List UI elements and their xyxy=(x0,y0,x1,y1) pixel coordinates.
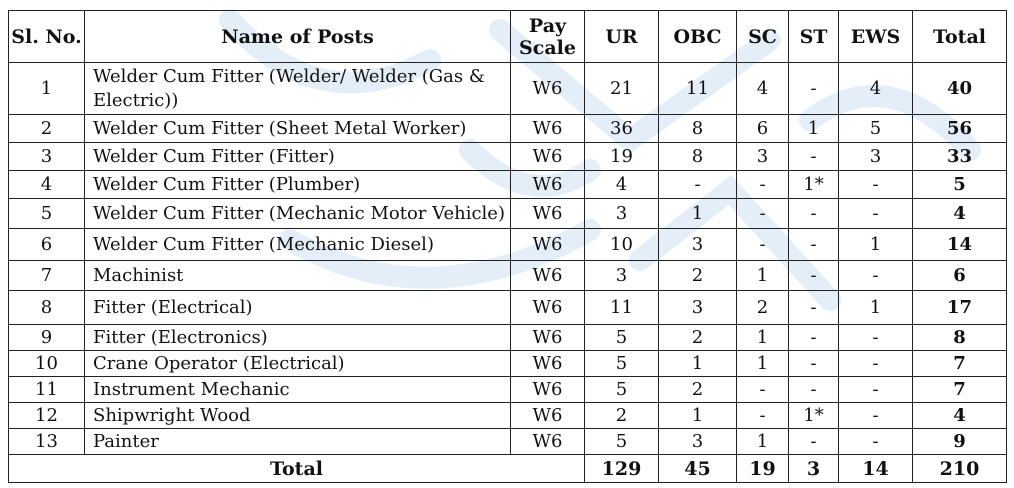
cell-name: Fitter (Electrical) xyxy=(85,291,511,325)
cell-sc: - xyxy=(737,199,789,229)
vacancy-table xyxy=(8,10,1007,483)
cell-obc: 8 xyxy=(659,115,737,143)
header-pay-scale: Pay Scale xyxy=(511,11,585,63)
cell-obc: 2 xyxy=(659,325,737,351)
cell-total: 8 xyxy=(913,325,1007,351)
cell-name: Welder Cum Fitter (Mechanic Motor Vehicle) xyxy=(85,199,511,229)
cell-st: - xyxy=(789,351,839,377)
cell-st: - xyxy=(789,261,839,291)
cell-pay: W6 xyxy=(511,143,585,171)
header-row xyxy=(9,11,1007,63)
cell-ur: 36 xyxy=(585,115,659,143)
cell-name: Welder Cum Fitter (Sheet Metal Worker) xyxy=(85,115,511,143)
cell-ur: 5 xyxy=(585,377,659,403)
cell-name: Welder Cum Fitter (Welder/ Welder (Gas & Electric)) xyxy=(85,63,511,115)
cell-pay: W6 xyxy=(511,351,585,377)
cell-obc: 2 xyxy=(659,261,737,291)
cell-obc: 3 xyxy=(659,291,737,325)
cell-pay: W6 xyxy=(511,429,585,455)
cell-sl: 2 xyxy=(9,115,85,143)
cell-total: 14 xyxy=(913,229,1007,261)
cell-total: 33 xyxy=(913,143,1007,171)
table-row xyxy=(9,171,1007,199)
cell-name: Welder Cum Fitter (Plumber) xyxy=(85,171,511,199)
total-sc: 19 xyxy=(737,455,789,483)
cell-sc: - xyxy=(737,403,789,429)
cell-obc: 3 xyxy=(659,429,737,455)
cell-st: - xyxy=(789,325,839,351)
cell-pay: W6 xyxy=(511,261,585,291)
cell-pay: W6 xyxy=(511,199,585,229)
cell-ews: 4 xyxy=(839,63,913,115)
header-total: Total xyxy=(913,11,1007,63)
cell-total: 40 xyxy=(913,63,1007,115)
cell-name: Crane Operator (Electrical) xyxy=(85,351,511,377)
table-row xyxy=(9,325,1007,351)
cell-total: 4 xyxy=(913,403,1007,429)
cell-sc: 3 xyxy=(737,143,789,171)
cell-st: - xyxy=(789,377,839,403)
total-ur: 129 xyxy=(585,455,659,483)
cell-sl: 8 xyxy=(9,291,85,325)
cell-pay: W6 xyxy=(511,403,585,429)
cell-ews: - xyxy=(839,377,913,403)
cell-st: - xyxy=(789,143,839,171)
header-obc: OBC xyxy=(659,11,737,63)
cell-st: - xyxy=(789,229,839,261)
total-obc: 45 xyxy=(659,455,737,483)
cell-ews: - xyxy=(839,171,913,199)
header-sc: SC xyxy=(737,11,789,63)
table-row xyxy=(9,115,1007,143)
cell-sl: 6 xyxy=(9,229,85,261)
cell-pay: W6 xyxy=(511,291,585,325)
cell-ur: 11 xyxy=(585,291,659,325)
cell-sl: 11 xyxy=(9,377,85,403)
cell-sl: 3 xyxy=(9,143,85,171)
total-row xyxy=(9,455,1007,483)
cell-ews: - xyxy=(839,199,913,229)
cell-obc: - xyxy=(659,171,737,199)
cell-total: 4 xyxy=(913,199,1007,229)
cell-name: Welder Cum Fitter (Mechanic Diesel) xyxy=(85,229,511,261)
cell-st: 1 xyxy=(789,115,839,143)
cell-ur: 5 xyxy=(585,325,659,351)
cell-obc: 11 xyxy=(659,63,737,115)
table-row xyxy=(9,377,1007,403)
cell-name: Painter xyxy=(85,429,511,455)
cell-name: Instrument Mechanic xyxy=(85,377,511,403)
cell-obc: 8 xyxy=(659,143,737,171)
cell-total: 6 xyxy=(913,261,1007,291)
cell-sl: 12 xyxy=(9,403,85,429)
cell-obc: 1 xyxy=(659,199,737,229)
cell-sc: 1 xyxy=(737,351,789,377)
cell-ur: 2 xyxy=(585,403,659,429)
cell-ur: 3 xyxy=(585,199,659,229)
cell-name: Welder Cum Fitter (Fitter) xyxy=(85,143,511,171)
table-row xyxy=(9,143,1007,171)
cell-st: - xyxy=(789,63,839,115)
cell-obc: 1 xyxy=(659,403,737,429)
header-name-of-posts: Name of Posts xyxy=(85,11,511,63)
cell-total: 9 xyxy=(913,429,1007,455)
cell-sc: 1 xyxy=(737,429,789,455)
cell-sl: 4 xyxy=(9,171,85,199)
total-ews: 14 xyxy=(839,455,913,483)
cell-total: 17 xyxy=(913,291,1007,325)
cell-sc: - xyxy=(737,377,789,403)
cell-sc: 1 xyxy=(737,261,789,291)
header-sl-no: Sl. No. xyxy=(9,11,85,63)
cell-st: - xyxy=(789,429,839,455)
cell-ews: - xyxy=(839,261,913,291)
cell-total: 7 xyxy=(913,377,1007,403)
table-row xyxy=(9,261,1007,291)
cell-sl: 1 xyxy=(9,63,85,115)
cell-ews: - xyxy=(839,403,913,429)
cell-sc: 6 xyxy=(737,115,789,143)
cell-pay: W6 xyxy=(511,229,585,261)
total-st: 3 xyxy=(789,455,839,483)
cell-sc: - xyxy=(737,171,789,199)
cell-pay: W6 xyxy=(511,115,585,143)
cell-ur: 5 xyxy=(585,429,659,455)
cell-sl: 9 xyxy=(9,325,85,351)
cell-ur: 3 xyxy=(585,261,659,291)
cell-ur: 4 xyxy=(585,171,659,199)
header-ews: EWS xyxy=(839,11,913,63)
header-ur: UR xyxy=(585,11,659,63)
cell-pay: W6 xyxy=(511,63,585,115)
table-row xyxy=(9,291,1007,325)
cell-pay: W6 xyxy=(511,325,585,351)
total-label: Total xyxy=(9,455,585,483)
cell-st: - xyxy=(789,291,839,325)
cell-ur: 21 xyxy=(585,63,659,115)
cell-sl: 10 xyxy=(9,351,85,377)
table-row xyxy=(9,403,1007,429)
cell-sl: 7 xyxy=(9,261,85,291)
cell-obc: 2 xyxy=(659,377,737,403)
table-row xyxy=(9,63,1007,115)
cell-sl: 13 xyxy=(9,429,85,455)
cell-total: 5 xyxy=(913,171,1007,199)
table-row xyxy=(9,199,1007,229)
cell-total: 7 xyxy=(913,351,1007,377)
cell-st: 1* xyxy=(789,171,839,199)
cell-sc: 4 xyxy=(737,63,789,115)
cell-name: Shipwright Wood xyxy=(85,403,511,429)
cell-st: 1* xyxy=(789,403,839,429)
cell-sl: 5 xyxy=(9,199,85,229)
cell-sc: 1 xyxy=(737,325,789,351)
cell-pay: W6 xyxy=(511,377,585,403)
cell-st: - xyxy=(789,199,839,229)
cell-name: Fitter (Electronics) xyxy=(85,325,511,351)
cell-sc: 2 xyxy=(737,291,789,325)
cell-ews: - xyxy=(839,429,913,455)
cell-ur: 19 xyxy=(585,143,659,171)
cell-ews: 5 xyxy=(839,115,913,143)
cell-ur: 10 xyxy=(585,229,659,261)
cell-total: 56 xyxy=(913,115,1007,143)
cell-ews: 1 xyxy=(839,291,913,325)
table-row xyxy=(9,351,1007,377)
total-total: 210 xyxy=(913,455,1007,483)
cell-obc: 3 xyxy=(659,229,737,261)
cell-obc: 1 xyxy=(659,351,737,377)
cell-pay: W6 xyxy=(511,171,585,199)
cell-ews: - xyxy=(839,351,913,377)
table-row xyxy=(9,229,1007,261)
table-row xyxy=(9,429,1007,455)
header-st: ST xyxy=(789,11,839,63)
cell-ews: 3 xyxy=(839,143,913,171)
cell-ews: - xyxy=(839,325,913,351)
cell-sc: - xyxy=(737,229,789,261)
cell-ews: 1 xyxy=(839,229,913,261)
cell-ur: 5 xyxy=(585,351,659,377)
cell-name: Machinist xyxy=(85,261,511,291)
